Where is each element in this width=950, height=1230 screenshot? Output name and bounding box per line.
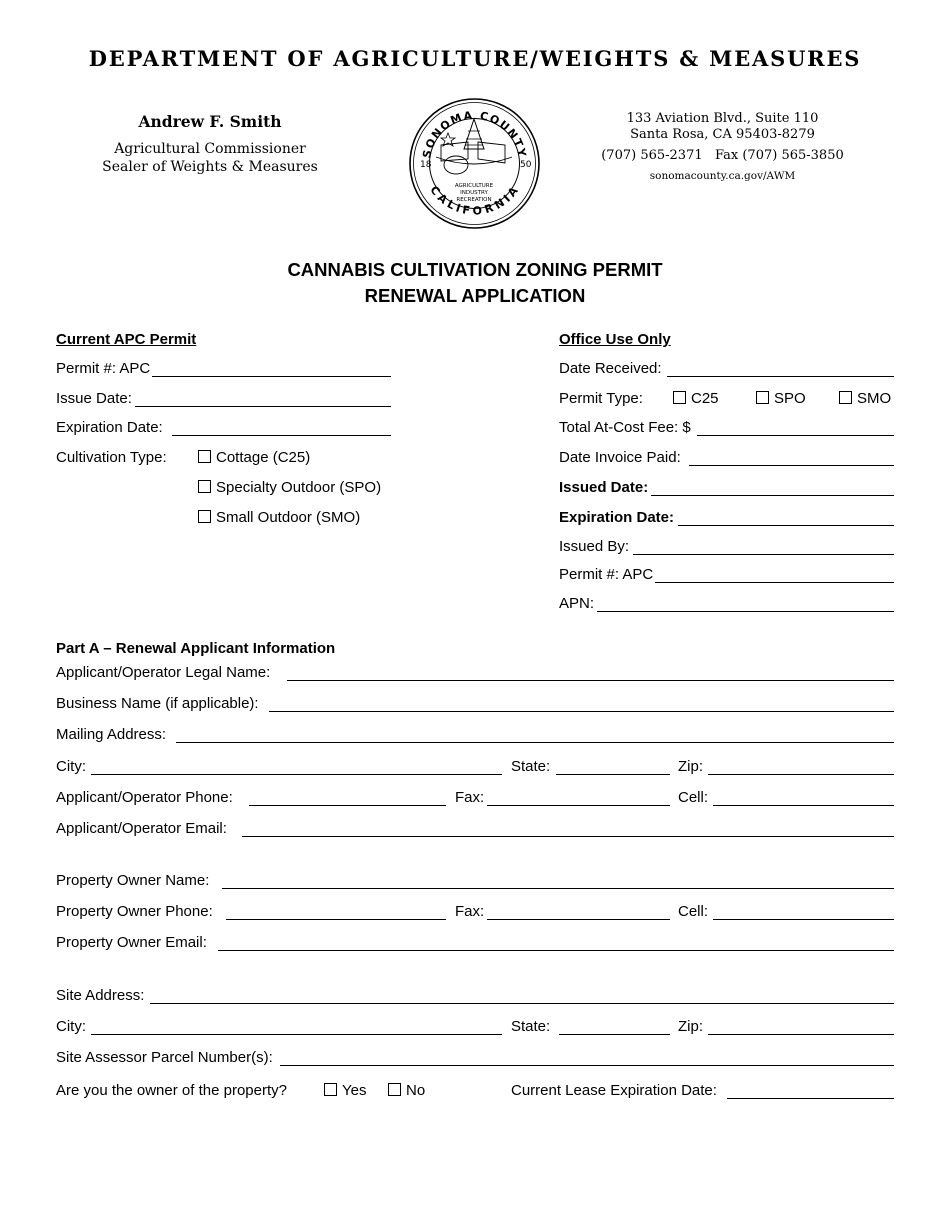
site-zip-field[interactable] [708, 1034, 894, 1035]
applicant-cell-label: Cell: [678, 789, 709, 806]
form-title-line-2: RENEWAL APPLICATION [364, 285, 586, 306]
site-address-label: Site Address: [56, 987, 145, 1004]
site-state-label: State: [511, 1018, 551, 1035]
legal-name-label: Applicant/Operator Legal Name: [56, 664, 271, 681]
current-permit-heading: Current APC Permit [56, 331, 197, 348]
owner-phone-field[interactable] [226, 919, 446, 920]
checkbox-label: Specialty Outdoor (SPO) [216, 479, 382, 496]
seal-motto-2: INDUSTRY [460, 190, 488, 196]
applicant-fax-label: Fax: [455, 789, 485, 806]
permit-type-spo-checkbox[interactable] [756, 390, 806, 408]
date-invoice-paid-label: Date Invoice Paid: [559, 449, 681, 466]
owner-fax-field[interactable] [487, 919, 670, 920]
permit-number-label: Permit #: APC [56, 360, 151, 377]
mailing-state-label: State: [511, 758, 551, 775]
owner-yes-checkbox[interactable] [324, 1082, 366, 1100]
date-invoice-paid-field[interactable] [689, 465, 894, 466]
mailing-state-field[interactable] [556, 774, 670, 775]
applicant-phone-field[interactable] [249, 805, 446, 806]
checkbox-icon [756, 391, 769, 404]
seal-motto-3: RECREATION [456, 197, 492, 203]
checkbox-icon [388, 1083, 401, 1096]
checkbox-label: SMO [857, 390, 892, 407]
permit-number-field[interactable] [152, 376, 391, 377]
apn-label: APN: [559, 595, 595, 612]
applicant-cell-field[interactable] [713, 805, 894, 806]
owner-name-label: Property Owner Name: [56, 872, 210, 889]
commissioner-title: Agricultural Commissioner [114, 141, 306, 157]
site-city-field[interactable] [91, 1034, 502, 1035]
site-apn-label: Site Assessor Parcel Number(s): [56, 1049, 273, 1066]
small-outdoor-checkbox[interactable] [198, 509, 360, 527]
total-fee-field[interactable] [697, 435, 894, 436]
checkbox-label: No [406, 1082, 426, 1099]
lease-expiration-field[interactable] [727, 1098, 894, 1099]
total-fee-label: Total At-Cost Fee: $ [559, 419, 691, 436]
checkbox-icon [198, 510, 211, 523]
owner-name-field[interactable] [222, 888, 894, 889]
checkbox-icon [673, 391, 686, 404]
cultivation-type-label: Cultivation Type: [56, 449, 167, 466]
site-apn-field[interactable] [280, 1065, 894, 1066]
office-use-heading: Office Use Only [559, 331, 671, 348]
checkbox-icon [198, 450, 211, 463]
issue-date-field[interactable] [135, 406, 391, 407]
checkbox-label: SPO [774, 390, 806, 407]
owner-no-checkbox[interactable] [388, 1082, 425, 1100]
date-received-field[interactable] [667, 376, 894, 377]
address-line-1: 133 Aviation Blvd., Suite 110 [626, 111, 819, 126]
site-state-field[interactable] [559, 1034, 670, 1035]
applicant-fax-field[interactable] [487, 805, 670, 806]
owner-email-field[interactable] [218, 950, 894, 951]
checkbox-label: Cottage (C25) [216, 449, 311, 466]
permit-type-label: Permit Type: [559, 390, 643, 407]
seal-top-text: SONOMA COUNTY [420, 108, 529, 160]
issued-date-label: Issued Date: [559, 479, 649, 496]
permit-type-c25-checkbox[interactable] [673, 390, 719, 408]
office-permit-number-label: Permit #: APC [559, 566, 654, 583]
expiration-date-label: Expiration Date: [56, 419, 163, 436]
site-city-label: City: [56, 1018, 86, 1035]
website: sonomacounty.ca.gov/AWM [649, 170, 796, 182]
owner-cell-field[interactable] [713, 919, 894, 920]
commissioner-name: Andrew F. Smith [138, 112, 282, 131]
issued-by-field[interactable] [633, 554, 894, 555]
phone-fax: (707) 565-2371 Fax (707) 565-3850 [601, 148, 844, 163]
issued-date-field[interactable] [651, 495, 894, 496]
owner-cell-label: Cell: [678, 903, 709, 920]
checkbox-icon [324, 1083, 337, 1096]
form-title [0, 257, 950, 309]
owner-fax-label: Fax: [455, 903, 485, 920]
form-title-line-1: CANNABIS CULTIVATION ZONING PERMIT [287, 259, 663, 280]
issue-date-label: Issue Date: [56, 390, 132, 407]
department-heading: DEPARTMENT OF AGRICULTURE/WEIGHTS & MEASURES [88, 46, 862, 71]
seal-left-number: 18 [420, 160, 432, 170]
cottage-c25-checkbox[interactable] [198, 449, 310, 467]
mailing-address-field[interactable] [176, 742, 894, 743]
business-name-field[interactable] [269, 711, 894, 712]
checkbox-label: C25 [691, 390, 719, 407]
sealer-title: Sealer of Weights & Measures [102, 159, 318, 175]
mailing-zip-label: Zip: [678, 758, 704, 775]
legal-name-field[interactable] [287, 680, 894, 681]
mailing-address-label: Mailing Address: [56, 726, 167, 743]
lease-expiration-label: Current Lease Expiration Date: [511, 1082, 717, 1099]
mailing-city-field[interactable] [91, 774, 502, 775]
apn-field[interactable] [597, 611, 894, 612]
site-address-field[interactable] [150, 1003, 894, 1004]
office-expiration-label: Expiration Date: [559, 509, 675, 526]
mailing-zip-field[interactable] [708, 774, 894, 775]
date-received-label: Date Received: [559, 360, 662, 377]
seal-motto-1: AGRICULTURE [454, 183, 494, 189]
part-a-heading: Part A – Renewal Applicant Information [56, 640, 336, 657]
applicant-email-field[interactable] [242, 836, 894, 837]
issued-by-label: Issued By: [559, 538, 630, 555]
checkbox-label: Yes [342, 1082, 367, 1099]
expiration-date-field[interactable] [172, 435, 391, 436]
business-name-label: Business Name (if applicable): [56, 695, 259, 712]
owner-email-label: Property Owner Email: [56, 934, 207, 951]
checkbox-icon [839, 391, 852, 404]
svg-text:SONOMA COUNTY [420, 109, 528, 159]
office-permit-number-field[interactable] [655, 582, 894, 583]
office-expiration-field[interactable] [678, 525, 894, 526]
owner-question-label: Are you the owner of the property? [56, 1082, 287, 1099]
mailing-city-label: City: [56, 758, 86, 775]
applicant-phone-label: Applicant/Operator Phone: [56, 789, 233, 806]
seal-right-number: 50 [520, 160, 532, 170]
applicant-email-label: Applicant/Operator Email: [56, 820, 227, 837]
commissioner-block [60, 113, 360, 176]
address-line-2: Santa Rosa, CA 95403-8279 [630, 127, 815, 142]
specialty-outdoor-checkbox[interactable] [198, 479, 381, 497]
address-block [590, 111, 855, 184]
site-zip-label: Zip: [678, 1018, 704, 1035]
owner-phone-label: Property Owner Phone: [56, 903, 213, 920]
county-seal-logo [408, 97, 541, 230]
checkbox-icon [198, 480, 211, 493]
permit-type-smo-checkbox[interactable] [839, 390, 891, 408]
seal-bottom-text: CALIFORNIA [427, 183, 522, 218]
checkbox-label: Small Outdoor (SMO) [216, 509, 361, 526]
